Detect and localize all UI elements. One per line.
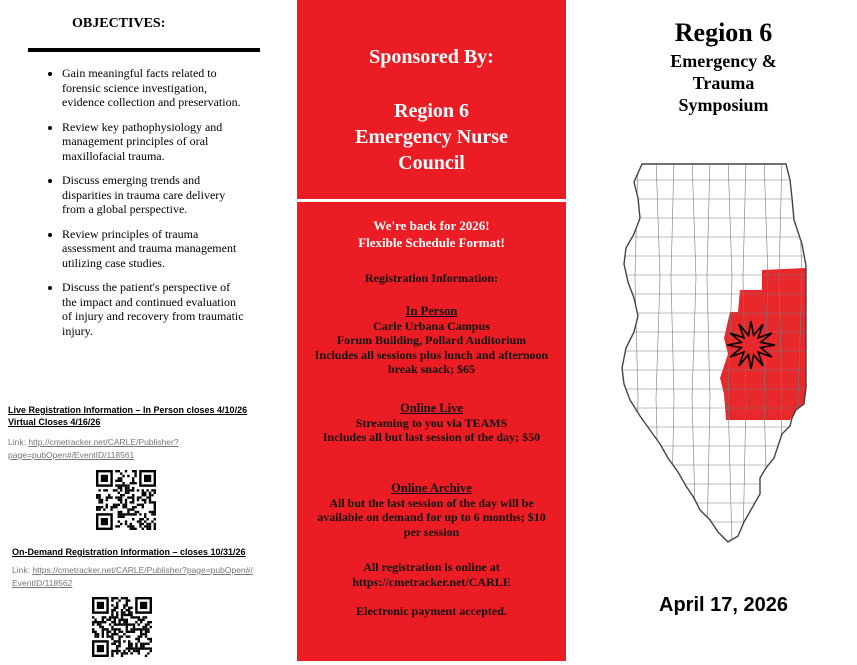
event-subtitle (590, 50, 857, 116)
ondemand-registration-heading: On-Demand Registration Information – closes 10/31/26 (12, 547, 246, 557)
announcement-line: We're back for 2026! (373, 218, 490, 233)
illinois-map (620, 158, 820, 543)
sponsor-line: Emergency Nurse (355, 126, 508, 148)
link-url-part-2[interactable]: page=pubOpen#/EventID/118561 (8, 450, 135, 460)
online-archive-section (311, 481, 552, 539)
online-registration-note (311, 560, 552, 589)
link-prefix: Link: (12, 565, 33, 575)
online-live-streaming: Streaming to you via TEAMS (355, 415, 508, 430)
event-title: Region 6 (674, 18, 773, 47)
online-live-details: Includes all but last session of the day; $50 (322, 430, 541, 444)
list-item: • Gain meaningful facts related to forensic science investigation, evidence collection and preservation. (62, 66, 247, 110)
live-registration-heading (8, 404, 247, 428)
event-date: April 17, 2026 (659, 594, 788, 616)
subtitle-line: Trauma (692, 73, 755, 93)
link-prefix: Link: (8, 437, 29, 447)
online-registration-text: All registration is online at (363, 560, 500, 574)
link-url-part-2[interactable]: EventID/118562 (12, 578, 73, 588)
subtitle-line: Emergency & (670, 51, 777, 71)
payment-note: Electronic payment accepted. (356, 604, 507, 618)
online-live-heading: Online Live (400, 401, 463, 415)
sponsor-panel (297, 0, 566, 661)
list-item: • Review key pathophysiology and management principles of oral maxillofacial trauma. (62, 120, 247, 164)
list-item: • Review principles of trauma assessment and trauma management utilizing case studies. (62, 227, 247, 271)
online-registration-url[interactable]: https://cmetracker.net/CARLE (352, 574, 511, 589)
divider (28, 48, 260, 52)
in-person-location: Carle Urbana Campus (373, 318, 490, 333)
qr-code (92, 597, 152, 657)
left-panel (0, 0, 280, 665)
sponsor-line: Council (398, 152, 465, 174)
link-url-part-1[interactable]: http://cmetracker.net/CARLE/Publisher? (28, 437, 179, 447)
ondemand-registration-link[interactable] (12, 564, 253, 590)
sponsor-line: Region 6 (394, 100, 469, 122)
online-archive-details: All but the last session of the day will be available on demand for up to 6 months; $10 per session (317, 495, 546, 539)
list-item: • Discuss the patient's perspective of the impact and continued evaluation of injury and recovery from traumatic injury. (62, 280, 247, 338)
in-person-heading: In Person (405, 304, 458, 318)
link-url-part-1[interactable]: https://cmetracker.net/CARLE/Publisher?page=pubOpen#/ (32, 565, 253, 575)
back-announcement (297, 217, 566, 251)
in-person-details: Includes all sessions plus lunch and afternoon break snack; $65 (314, 347, 549, 376)
subtitle-line: Symposium (678, 95, 769, 115)
objectives-title: OBJECTIVES: (72, 16, 166, 31)
live-registration-link[interactable] (8, 436, 179, 462)
sponsored-by-heading: Sponsored By: (369, 46, 494, 68)
objectives-list (38, 66, 247, 348)
divider (297, 199, 566, 202)
in-person-building: Forum Building, Pollard Auditorium (336, 333, 527, 347)
list-item: • Discuss emerging trends and disparities in trauma care delivery from a global perspective. (62, 173, 247, 217)
in-person-section (311, 304, 552, 377)
sponsor-name (297, 98, 566, 176)
online-archive-heading: Online Archive (391, 481, 472, 495)
map-fill (620, 158, 820, 543)
qr-code (96, 470, 156, 530)
live-registration-line-1: Live Registration Information – In Person closes 4/10/26 (8, 405, 248, 415)
cover-panel (590, 0, 857, 665)
live-registration-line-2: Virtual Closes 4/16/26 (8, 417, 101, 427)
online-live-section (311, 401, 552, 445)
registration-info-heading: Registration Information: (365, 271, 498, 285)
announcement-line: Flexible Schedule Format! (358, 235, 505, 250)
